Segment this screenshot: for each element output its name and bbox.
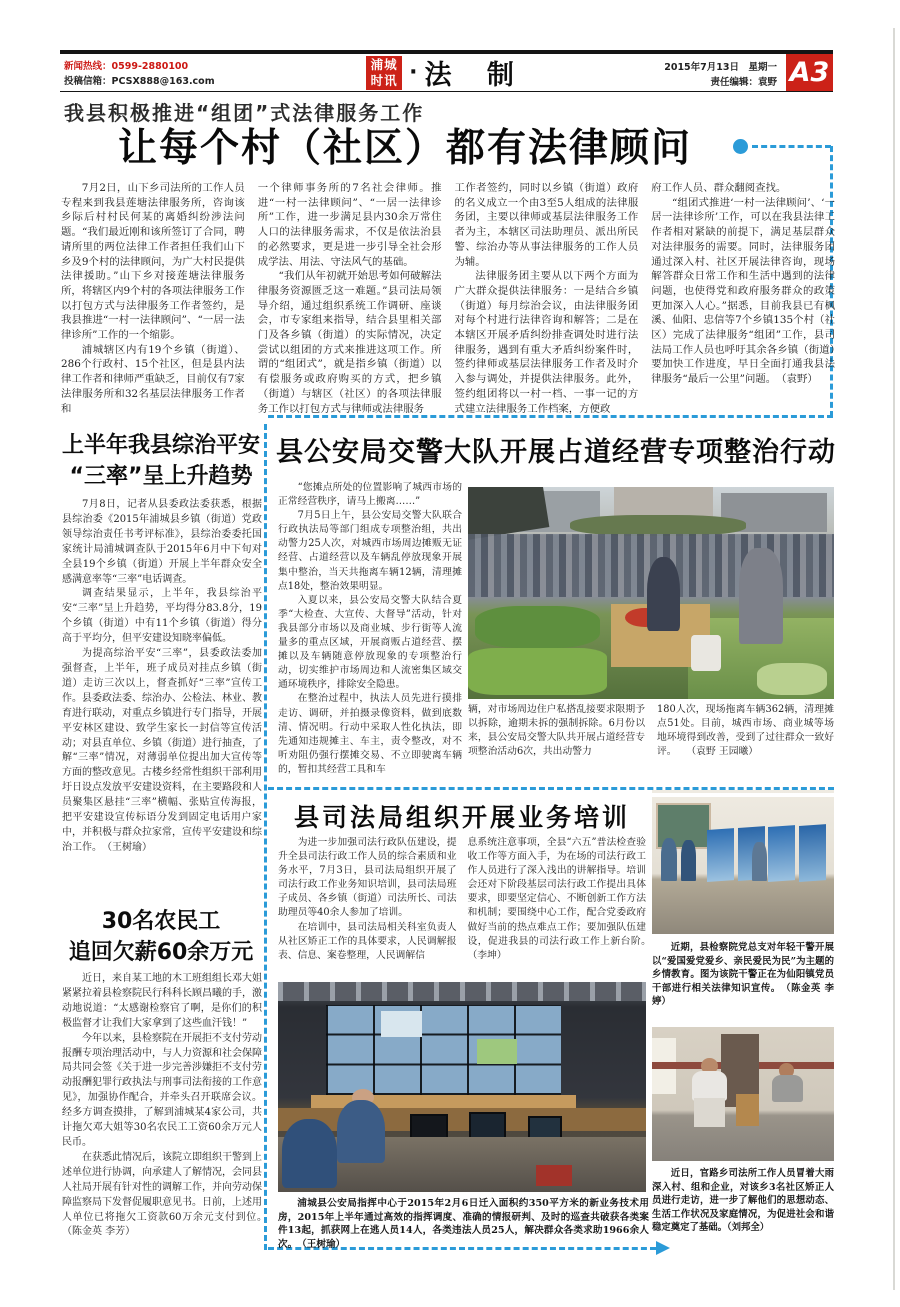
paragraph: “我们从年初就开始思考如何破解法律服务资源匮乏这一难题。”县司法局领导介绍，通过组织系统工作调研、座谈会，市专家组来指导，结合县里相关部门及各乡镇（街道）的实际情况，决定尝试以组团的方式来推进这项工作。所谓的“组团式”，就是指乡镇（街道）以有偿服务或政府购买的方式，把乡镇（街道）与辖区（社区）的各项法律服务工作以打包方式与律师或法律服务 <box>257 270 442 415</box>
chair-shape <box>736 1094 760 1126</box>
arrow-right-icon <box>656 1241 670 1255</box>
command-center-photo <box>278 982 646 1192</box>
video-wall-shape <box>326 1005 562 1095</box>
display-board-shape <box>707 828 734 882</box>
article-sanlv-body <box>62 498 262 856</box>
paragraph: 辆，对市场周边住户私搭乱接要求限期予以拆除，逾期未拆的强制拆除。6月份以来，县公安局交警大队共开展占道经营专项整治活动6次，共出动警力 <box>468 704 645 758</box>
paragraph: 法律服务团主要从以下两个方面为广大群众提供法律服务：一是结合乡镇（街道）每月综治会议，由法律服务团对每个村进行法律咨询和解答；二是在本辖区开展矛盾纠纷排查调处时进行法律服务，遇到有重大矛盾纠纷案件时，签约律师或基层法律服务工作者及时介入参与调处，并提供法律服务。此外，签约组团将以一村一档、一事一记的方式建立法律服务工作档案，方便政 <box>454 270 639 415</box>
newspaper-logo <box>366 56 402 90</box>
paragraph: 180人次，现场拖离车辆362辆，清理摊点51处。目前，城西市场、商业城等场地环境得到改善，受到了过往群众一致好评。 （袁野 王园曦） <box>657 704 834 758</box>
ceiling-lights-shape <box>278 982 646 1001</box>
home-visit-photo <box>652 1027 834 1161</box>
dashed-connector <box>752 145 831 148</box>
article-sanlv-headline <box>60 430 262 492</box>
vegetables-shape <box>475 606 599 648</box>
lead-column-4 <box>651 181 835 416</box>
lead-headline: 让每个村（社区）都有法律顾问 <box>117 126 692 171</box>
caption-text: 近期，县检察院党总支对年轻干警开展以“爱国爱党爱乡、亲民爱民为民”为主题的乡情教育。图为该院干警正在为仙阳镇党员干部进行相关法律知识宣传。 （陈金英 李婷） <box>652 942 834 1008</box>
headline-line1: 上半年我县综治平安 <box>61 433 260 458</box>
issue-date: 2015年7月13日 星期一 <box>664 62 777 73</box>
person-shape <box>647 557 680 631</box>
caption-text: 近日，官路乡司法所工作人员冒着大雨深入村、组和企业，对该乡3名社区矫正人员进行走访，进一步了解他们的思想动态、生活工作状况及家庭情况，为促进社会和谐稳定奠定了基础。（刘邦全） <box>652 1168 834 1234</box>
paragraph: 浦城辖区内有19个乡镇（街道）、286个行政村、15个社区，但是县内法律工作者和律师严重缺乏，目前仅有7家法律服务所和32名基层法律服务工作者和 <box>61 343 245 415</box>
lead-column-1 <box>61 181 245 416</box>
desk-shape <box>278 1108 646 1131</box>
paragraph: 在整治过程中，执法人员先进行摸排走访、调研，并拍摄录像资料，做到底数清、情况明。行动中采取人性化执法，即先通知违规摊主、车主，责令整改，对不听劝阻仍强行摆摊交易、不立即驶离车辆的，暂扣其经营工具和车 <box>278 693 462 775</box>
equipment-shape <box>536 1165 573 1186</box>
article-traffic-body <box>278 481 462 777</box>
officer-shape <box>282 1119 337 1188</box>
person-shape <box>694 1098 725 1127</box>
headline-line2: 追回欠薪60余万元 <box>68 940 254 965</box>
market-enforcement-photo <box>468 487 834 699</box>
paragraph: 为进一步加强司法行政队伍建设，提升全县司法行政工作人员的综合素质和业务水平，7月3日，县司法局组织开展了司法行政工作业务知识培训，县司法局班子成员、各乡镇（街道）司法所长、司法助理员等40余人参加了培训。 <box>278 837 457 919</box>
issue-info <box>664 60 777 90</box>
article-training-body <box>278 836 656 963</box>
submission-mailbox: 投稿信箱：PCSX888@163.com <box>64 76 215 88</box>
dashed-divider-vertical <box>264 424 267 1250</box>
headline-bullet-icon <box>733 139 748 154</box>
trees-shape <box>570 515 746 536</box>
paragraph: 府工作人员、群众翻阅查找。 <box>651 182 787 194</box>
officer-shape <box>337 1100 385 1163</box>
lead-column-2 <box>258 181 442 416</box>
lead-kicker: 我县积极推进“组团”式法律服务工作 <box>64 101 425 125</box>
editor-name: 责任编辑：袁野 <box>710 77 777 89</box>
training-column-1 <box>278 836 457 963</box>
paragraph: 工作者签约，同时以乡镇（街道）政府的名义成立一个由3至5人组成的法律服务团，主要以律师或基层法律服务工作者为主，本辖区司法助理员、派出所民警、综治办等从事法律服务的工作人员为辅。 <box>454 182 639 268</box>
person-shape <box>692 1071 727 1100</box>
lead-body <box>61 181 835 416</box>
paragraph: 在培训中，县司法局相关科室负责人从社区矫正工作的具体要求，人民调解报表、信息、案卷整理，人民调解信 <box>278 921 457 961</box>
paragraph: 近日，来自某工地的木工班组组长邓大姐紧紧拉着县检察院民行科科长顾昌曦的手，激动地说道：“太感谢检察官了啊，是你们的积极监督才让我们大家拿到了这些血汗钱！” <box>62 973 262 1029</box>
paragraph: 今年以来，县检察院在开展拒不支付劳动报酬专项治理活动中，与人力资源和社会保障局共同会签《关于进一步完善涉嫌拒不支付劳动报酬犯罪行政执法与刑事司法衔接的工作意见》，加强协作配合，并牵头召开联席会议。经多方调查摸排，了解到浦城某4家公司，共计拖欠邓大姐等30名农民工工资60余万元人民币。 <box>62 1032 262 1148</box>
legal-education-caption <box>652 941 834 1009</box>
paragraph: 7月5日上午，县公安局交警大队联合行政执法局等部门组成专项整治组，共出动警力25人次，对城西市场周边摊贩无证经营、占道经营以及车辆乱停放现象开展集中整治，当天共拖离车辆12辆，清理摊点18处，整治效果明显。 <box>278 510 462 592</box>
legal-education-photo <box>652 790 834 934</box>
paragraph: 调查结果显示，上半年，我县综治平安“三率”呈上升趋势，平均得分83.8分，19个乡镇（街道）中有11个乡镇（街道）得分高于平均分，但平安建设知晓率偏低。 <box>62 588 262 645</box>
screen-shape <box>381 1011 421 1036</box>
paragraph: 一个律师事务所的7名社会律师。推进“一村一法律顾问”、“一居一法律诊所”工作，进一步满足县内30余万常住人口的法律服务需求，不仅是依法治县的必然要求，更是进一步引导全社会形成学法、用法、守法风气的基础。 <box>257 182 442 268</box>
lead-column-3 <box>455 181 639 416</box>
command-center-caption <box>278 1197 649 1251</box>
light-strip-shape <box>652 793 834 797</box>
paragraph: 在获悉此情况后，该院立即组织干警到上述单位进行协调，向承建人了解情况，会同县人社局开展有针对性的调解工作，并向劳动保障监察局下发督促履职意见书。日前，上述用人单位已将拖欠工资款60万余元支付到位。 （陈金英 李芳） <box>62 1151 272 1238</box>
person-shape <box>739 548 783 643</box>
screen-shape <box>477 1039 517 1064</box>
page-number-badge: A3 <box>786 54 833 91</box>
caption-text: 浦城县公安局指挥中心于2015年2月6日迁入面积约350平方米的新业务技术用房，2015年上半年通过高效的指挥调度、准确的情报研判、及时的巡查共破获各类案件13起，抓获网上在逃人员14人，各类违法人员25人，解决群众各类求助1966余人次。 （王树瑜） <box>278 1198 649 1250</box>
traffic-subcolumn-2 <box>657 703 834 759</box>
display-board-shape <box>768 825 795 882</box>
traffic-subcolumn-1 <box>468 703 645 759</box>
person-shape <box>681 840 696 880</box>
logo-line2: 时讯 <box>370 72 398 88</box>
masthead <box>60 50 833 92</box>
paragraph: 息系统注意事项，全县“六五”普法检查验收工作等方面入手，为在场的司法行政工作人员进行了深入浅出的讲解指导。培训会还对下阶段基层司法行政工作提出具体要求，即要坚定信心、不断创新工作方法和机制；要围绕中心工作，配合党委政府做好当前的热点难点工作；要加强队伍建设，促进我县的司法行政工作上新台阶。 （李坤） <box>467 837 656 961</box>
article-wage-headline <box>60 906 262 968</box>
paragraph: 为提高综治平安“三率”，县委政法委加强督查，上半年，班子成员对挂点乡镇（街道）走访三次以上，督查抓好“三率”宣传工作。县委政法委、综治办、公检法、林业、教育进行联动，对重点乡镇进行专门指导，开展平安林区建设、致学生家长一封信等宣传活动；对县直单位、乡镇（街道）进行抽查，了解“三率”情况，对薄弱单位提出加大宣传等方面的整改意见。古楼乡经常性组织干部利用圩日设点发放平安建设资料，在主要路段和人员聚集区悬挂“三率”横幅、张贴宣传海报，把平安建设宣传标语分发到固定电话用户家中，并积极与群众拉家常，宣传平安建设和综治工作。 （王树瑜） <box>62 648 262 853</box>
home-visit-caption <box>652 1167 834 1235</box>
display-board-shape <box>799 824 826 882</box>
paragraph: 7月8日，记者从县委政法委获悉，根据县综治委《2015年浦城县乡镇（街道）党政领导综治责任书考评标准》，县综治委委托国家统计局浦城调查队于2015年6月中下旬对全县19个乡镇（街道）开展上半年群众安全感满意率等“三率”电话调查。 <box>62 499 262 585</box>
article-wage-body <box>62 972 272 1240</box>
melons-shape <box>757 663 827 695</box>
separator-dot-icon: · <box>409 60 418 85</box>
headline-line2: “三率”呈上升趋势 <box>69 464 253 489</box>
paragraph: “组团式推进‘一村一法律顾问’、‘一居一法律诊所’工作，可以在我县法律工作者相对紧缺的前提下，满足基层群众对法律服务的需要。同时，法律服务团通过深入村、社区开展法律咨询，现场解答群众日常工作和生活中遇到的法律问题，也使得党和政府服务群众的政策更加深入人心。”据悉，目前我县已有枫溪、仙阳、忠信等7个乡镇135个村（社区）完成了法律服务“组团”工作，县司法局工作人员也呼吁其余各乡镇（街道）要加快工作进度，早日全面打通我县法律服务“最后一公里”问题。 （袁野） <box>651 196 835 386</box>
news-hotline: 新闻热线：0599-2880100 <box>64 61 189 72</box>
training-column-2 <box>467 836 656 963</box>
logo-line1: 浦城 <box>370 56 398 72</box>
paragraph: “您摊点所处的位置影响了城西市场的正常经营秩序，请马上搬离……” <box>278 482 462 508</box>
article-traffic-continued <box>468 703 834 759</box>
paragraph: 入夏以来，县公安局交警大队结合夏季“大检查、大宣传、大督导”活动，针对我县部分市场以及商业城、步行街等人流量多的重点区域，开展商贩占道经营、摆摊以及车辆随意停放现象的专项整治行动，切实维护市场周边和人流密集区域交通环境秩序，排除安全隐患。 <box>278 594 462 691</box>
person-shape <box>752 842 767 881</box>
headline-line1: 30名农民工 <box>101 909 221 934</box>
person-shape <box>772 1075 803 1102</box>
article-training-headline: 县司法局组织开展业务培训 <box>293 803 630 832</box>
scan-edge-line <box>893 28 895 1290</box>
section-title: 法 制 <box>424 60 527 91</box>
paragraph: 7月2日，山下乡司法所的工作人员专程来到我县莲塘法律服务所，咨询该乡际后村村民何某的离婚纠纷涉法问题。“我们最近刚和该所签订了合同，聘请所里的两位法律工作者担任我们山下乡及9个村的法律顾问，为广大村民提供法律援助。”山下乡对接莲塘法律服务所，将辖区内9个村的各项法律服务工作以打包方式与法律服务工作者签约，是我县推进“一村一法律顾问”、“一居一法律诊所”工作的一个缩影。 <box>61 182 245 342</box>
article-traffic-headline: 县公安局交警大队开展占道经营专项整治行动 <box>276 437 836 468</box>
person-shape <box>661 838 677 881</box>
bucket-shape <box>691 635 720 671</box>
vegetables-shape <box>468 648 607 695</box>
